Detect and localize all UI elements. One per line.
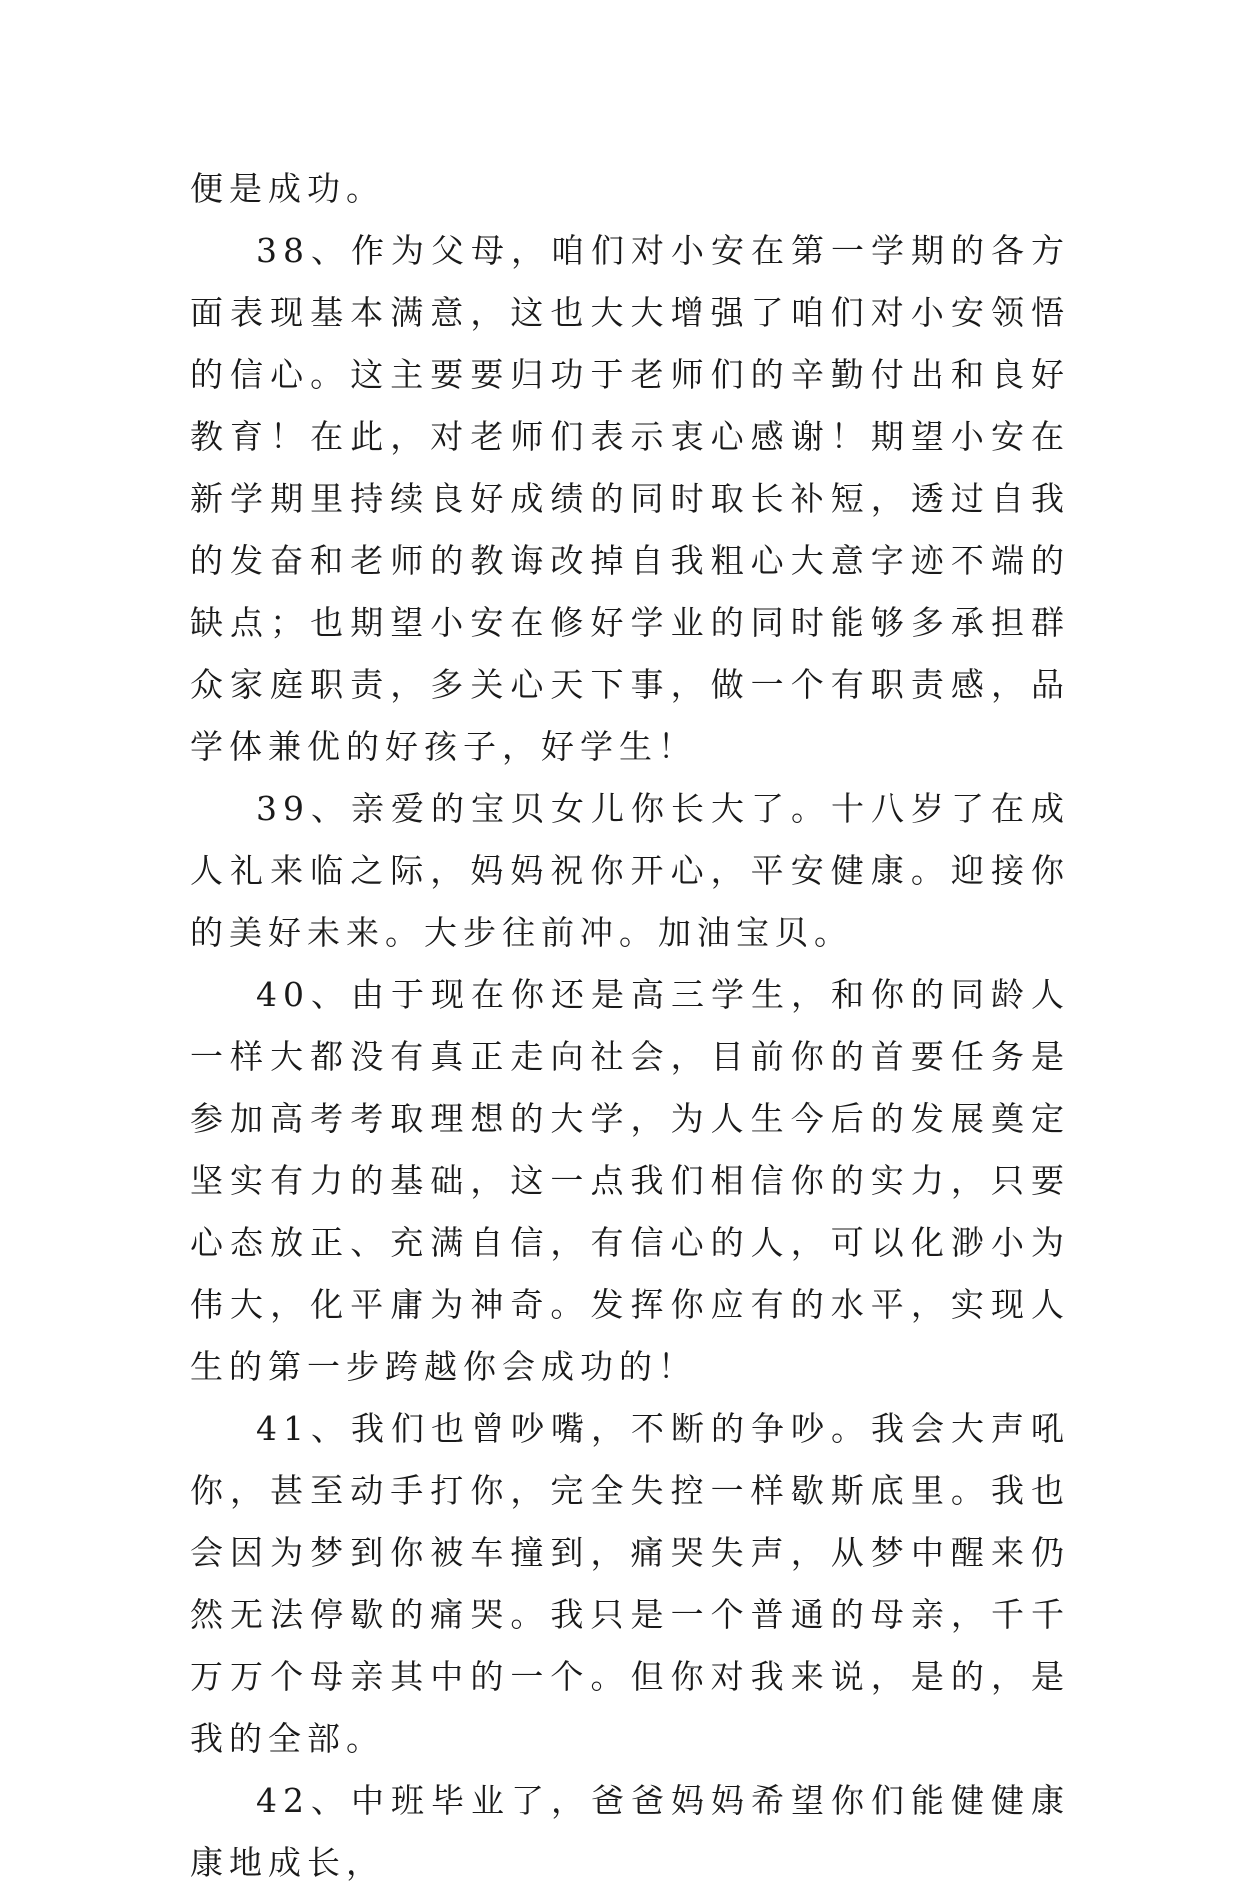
document-body [190, 158, 1070, 1894]
paragraph-41: 41、我们也曾吵嘴，不断的争吵。我会大声吼你，甚至动手打你，完全失控一样歇斯底里。我也会因为梦到你被车撞到，痛哭失声，从梦中醒来仍然无法停歇的痛哭。我只是一个普通的母亲，千千万万个母亲其中的一个。但你对我来说，是的，是我的全部。 [190, 1409, 1070, 1758]
paragraph-39: 39、亲爱的宝贝女儿你长大了。十八岁了在成人礼来临之际，妈妈祝你开心，平安健康。迎接你的美好未来。大步往前冲。加油宝贝。 [190, 789, 1070, 952]
paragraph-continuation: 便是成功。 [190, 169, 385, 208]
paragraph-42: 42、中班毕业了，爸爸妈妈希望你们能健健康康地成长， [190, 1781, 1070, 1882]
paragraph-40: 40、由于现在你还是高三学生，和你的同龄人一样大都没有真正走向社会，目前你的首要任务是参加高考考取理想的大学，为人生今后的发展奠定坚实有力的基础，这一点我们相信你的实力，只要心态放正、充满自信，有信心的人，可以化渺小为伟大，化平庸为神奇。发挥你应有的水平，实现人生的第一步跨越你会成功的！ [190, 975, 1070, 1386]
paragraph-38: 38、作为父母，咱们对小安在第一学期的各方面表现基本满意，这也大大增强了咱们对小安领悟的信心。这主要要归功于老师们的辛勤付出和良好教育！在此，对老师们表示衷心感谢！期望小安在新学期里持续良好成绩的同时取长补短，透过自我的发奋和老师的教诲改掉自我粗心大意字迹不端的缺点；也期望小安在修好学业的同时能够多承担群众家庭职责，多关心天下事，做一个有职责感，品学体兼优的好孩子，好学生！ [190, 231, 1070, 766]
